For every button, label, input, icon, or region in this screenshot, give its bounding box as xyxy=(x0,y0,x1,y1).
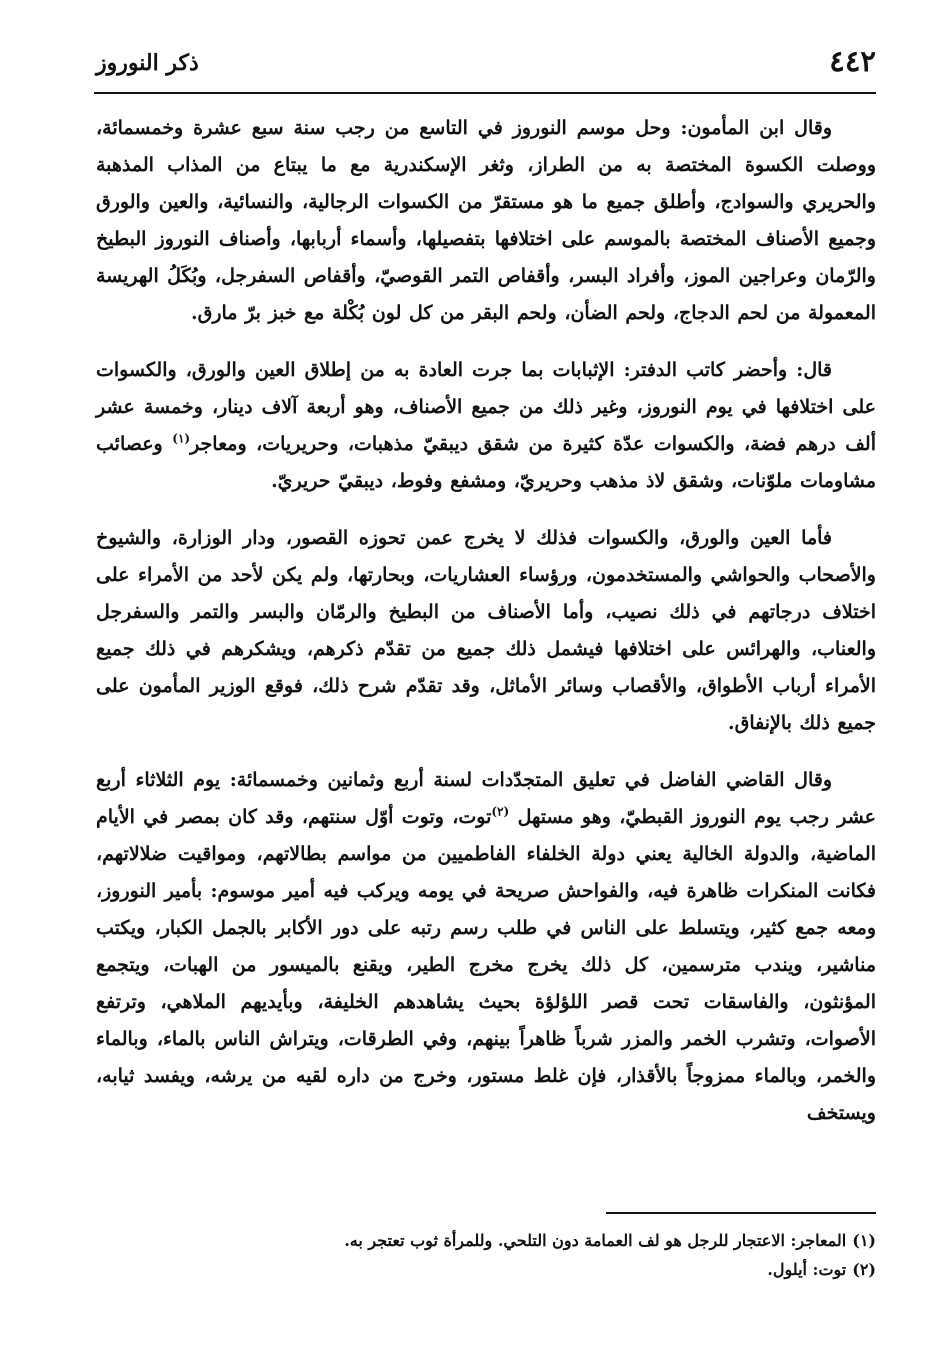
paragraph-text: وعصائب مشاومات ملوّنات، وشقق لاذ مذهب وحريريّ، ومشفع وفوط، ديبقيّ حريريّ. xyxy=(96,433,876,492)
paragraph-text: قال: وأحضر كاتب الدفتر: الإثبابات بما جرت العادة به من إطلاق العين والورق، والكسوات على اختلافها في يوم النوروز، وغير ذلك من جميع الأصناف، وهو أربعة آلاف دينار، وخمسة عشر ألف درهم فضة، والكسوات عدّة كثيرة من شقق ديبقيّ مذهبات، وحريريات، ومعاجر xyxy=(96,359,876,455)
paragraph xyxy=(96,352,876,500)
footnote-rule xyxy=(606,1212,876,1214)
header-rule xyxy=(94,92,876,94)
paragraph-text: فأما العين والورق، والكسوات فذلك لا يخرج عمن تحوزه القصور، ودار الوزارة، والشيوخ والأصحاب والحواشي والمستخدمون، ورؤساء العشاريات، وبحارتها، ولم يكن لأحد من الأمراء على اختلاف درجاتهم في ذلك نصيب، وأما الأصناف من البطيخ والرمّان والبسر والتمر والسفرجل والعناب، والهرائس على اختلافها فيشمل ذلك جميع من تقدّم ذكرهم، ويشكرهم في ذلك جميع الأمراء أرباب الأطواق، والأقصاب وسائر الأماثل، وقد تقدّم شرح ذلك، فوقع الوزير المأمون على جميع ذلك بالإنفاق. xyxy=(96,527,876,734)
paragraph-text: وقال ابن المأمون: وحل موسم النوروز في التاسع من رجب سنة سبع عشرة وخمسمائة، ووصلت الكسوة المختصة به من الطراز، وثغر الإسكندرية مع ما يبتاع من المذاب المذهبة والحريري والسوادج، وأطلق جميع ما هو مستقرّ من الكسوات الرجالية، والنسائية، والعين والورق وجميع الأصناف المختصة بالموسم على اختلافها بتفصيلها، وأسماء أربابها، وأصناف النوروز البطيخ والرّمان وعراجين الموز، وأفراد البسر، وأقفاص التمر القوصيّ، وأقفاص السفرجل، وبُكَلُ الهريسة المعمولة من لحم الدجاج، ولحم الضأن، ولحم البقر من كل لون بُكْلة مع خبز برّ مارق. xyxy=(96,117,876,324)
footnote xyxy=(240,1226,876,1255)
footnote-reference[interactable]: (١) xyxy=(172,431,191,446)
paragraph-text: وقال القاضي الفاضل في تعليق المتجدّدات لسنة أربع وثمانين وخمسمائة: يوم الثلاثاء أربع عشر رجب يوم النوروز القبطيّ، وهو مستهل xyxy=(96,769,877,828)
paragraph xyxy=(96,762,876,1132)
chapter-title: ذكر النوروز xyxy=(96,50,199,76)
footnote-marker: (٢) xyxy=(852,1260,876,1279)
paragraph-text: توت، وتوت أوّل سنتهم، وقد كان بمصر في الأيام الماضية، والدولة الخالية يعني دولة الخلفاء الفاطميين من مواسم بطالاتهم، ومواقيت ضلالاتهم، فكانت المنكرات ظاهرة فيه، والفواحش صريحة في يومه ويركب فيه أمير موسوم: بأمير النوروز، ومعه جمع كثير، ويتسلط على الناس في طلب رسم رتبه على دور الأكابر بالجمل الكبار، ويكتب مناشير، ويندب مترسمين، كل ذلك يخرج مخرج الطير، ويقنع بالميسور من الهبات، ويتجمع المؤنثون، والفاسقات تحت قصر اللؤلؤة بحيث يشاهدهم الخليفة، وبأيديهم الملاهي، وترتفع الأصوات، وتشرب الخمر والمزر شرباً ظاهراً بينهم، وفي الطرقات، ويتراش الناس بالماء، وبالماء والخمر، وبالماء ممزوجاً بالأقذار، فإن غلط مستور، وخرج من داره لقيه من يرشه، ويفسد ثيابه، ويستخف xyxy=(96,806,876,1124)
footnote-text: توت: أيلول. xyxy=(767,1260,847,1279)
paragraph xyxy=(96,520,876,742)
footnote-marker: (١) xyxy=(852,1231,876,1250)
body-text xyxy=(96,110,876,1132)
footnote-text: المعاجر: الاعتجار للرجل هو لف العمامة دون التلحي. وللمرأة ثوب تعتجر به. xyxy=(344,1231,847,1250)
footnote xyxy=(240,1255,876,1284)
paragraph xyxy=(96,110,876,332)
footnote-reference[interactable]: (٢) xyxy=(491,804,510,819)
page-number: ٤٤٢ xyxy=(829,44,876,78)
footnotes xyxy=(240,1226,876,1284)
running-head xyxy=(96,44,876,88)
